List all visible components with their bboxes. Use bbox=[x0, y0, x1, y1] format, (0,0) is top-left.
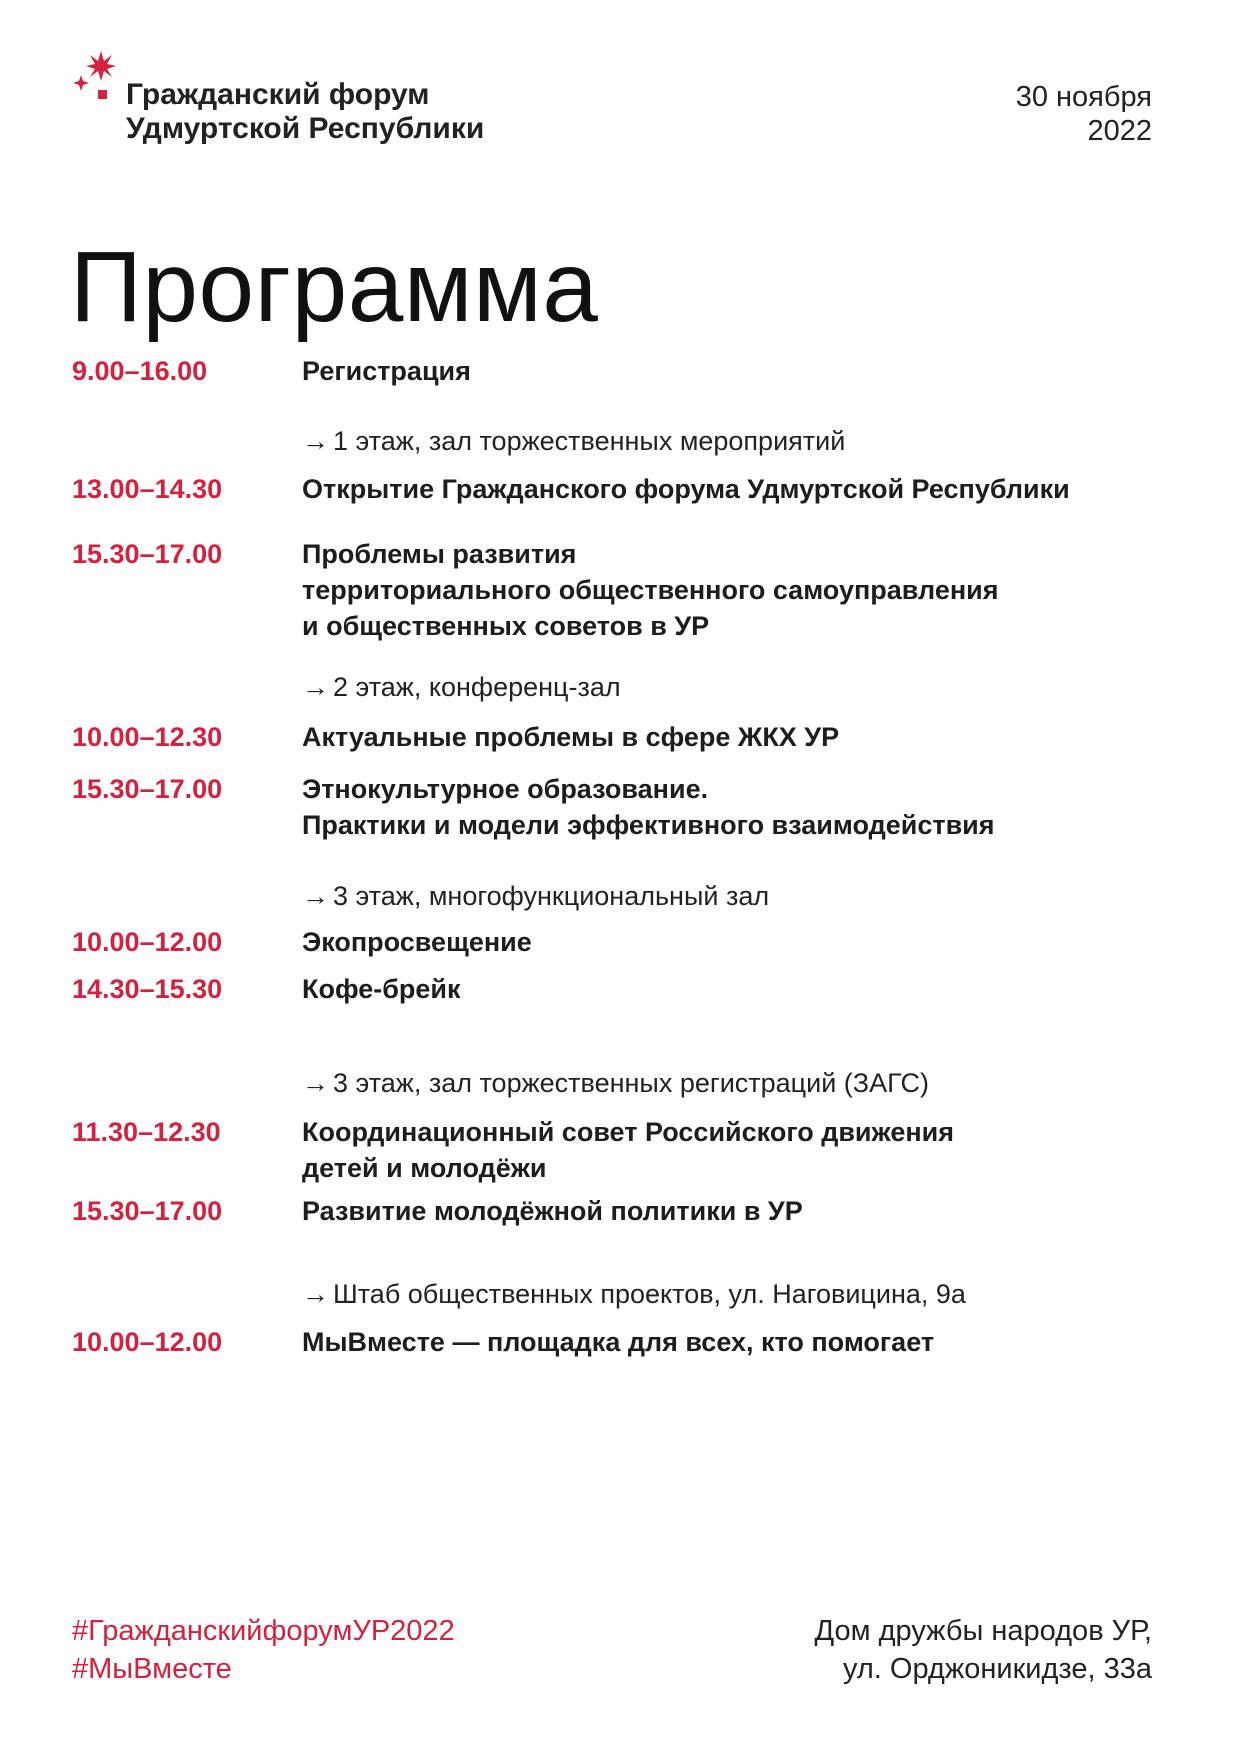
hashtags bbox=[72, 1612, 455, 1688]
schedule-item bbox=[72, 719, 1200, 755]
venue-street: ул. Орджоникидзе, 33а bbox=[843, 1653, 1152, 1685]
schedule-title: Проблемы развития территориального общественного самоуправления и общественных советов в УР bbox=[302, 539, 999, 641]
schedule-item bbox=[72, 471, 1200, 507]
schedule-time: 15.30–17.00 bbox=[72, 1196, 223, 1226]
location-label bbox=[302, 1277, 966, 1311]
schedule-title: Открытие Гражданского форума Удмуртской Республики bbox=[302, 474, 1070, 504]
location-label bbox=[302, 1066, 929, 1100]
schedule-item bbox=[72, 771, 1200, 843]
arrow-right-icon: → bbox=[302, 426, 329, 456]
schedule-time: 10.00–12.00 bbox=[72, 1327, 223, 1357]
schedule-time: 13.00–14.30 bbox=[72, 474, 223, 504]
location-label bbox=[302, 879, 769, 913]
org-name-line2: Удмуртской Республики bbox=[126, 112, 485, 145]
venue-name: Дом дружбы народов УР, bbox=[814, 1615, 1152, 1647]
schedule-title: Актуальные проблемы в сфере ЖКХ УР bbox=[302, 722, 840, 752]
schedule-item bbox=[72, 1193, 1200, 1229]
schedule-time: 14.30–15.30 bbox=[72, 974, 223, 1004]
location-text: 2 этаж, конференц-зал bbox=[333, 672, 621, 702]
schedule-item bbox=[72, 971, 1200, 1007]
schedule-title: Координационный совет Российского движения детей и молодёжи bbox=[302, 1117, 954, 1183]
schedule-item bbox=[72, 924, 1200, 960]
arrow-right-icon: → bbox=[302, 1279, 329, 1309]
event-date bbox=[1016, 80, 1152, 148]
schedule-title: Регистрация bbox=[302, 356, 471, 386]
location-text: 3 этаж, многофункциональный зал bbox=[333, 881, 770, 911]
location-text: Штаб общественных проектов, ул. Наговицина, 9а bbox=[333, 1279, 966, 1309]
schedule-item bbox=[72, 353, 1200, 389]
hashtag-forum: #ГражданскийфорумУР2022 bbox=[72, 1615, 455, 1647]
arrow-right-icon: → bbox=[302, 672, 329, 702]
forum-logo-icon bbox=[72, 50, 118, 108]
location-text: 1 этаж, зал торжественных мероприятий bbox=[333, 426, 846, 456]
date-year: 2022 bbox=[1087, 115, 1152, 147]
schedule-item bbox=[72, 1324, 1200, 1360]
schedule-title: Развитие молодёжной политики в УР bbox=[302, 1196, 803, 1226]
page-title: Программа bbox=[70, 231, 599, 343]
location-text: 3 этаж, зал торжественных регистраций (ЗАГС) bbox=[333, 1068, 930, 1098]
schedule-item bbox=[72, 1114, 1200, 1186]
org-name-line1: Гражданский форум bbox=[126, 78, 430, 111]
schedule-time: 10.00–12.30 bbox=[72, 722, 223, 752]
venue-address bbox=[815, 1612, 1153, 1688]
schedule-time: 9.00–16.00 bbox=[72, 356, 208, 386]
schedule-time: 15.30–17.00 bbox=[72, 539, 223, 569]
schedule-time: 15.30–17.00 bbox=[72, 774, 223, 804]
schedule-time: 11.30–12.30 bbox=[72, 1117, 221, 1147]
schedule-title: Кофе-брейк bbox=[302, 974, 461, 1004]
schedule-time: 10.00–12.00 bbox=[72, 927, 223, 957]
location-label bbox=[302, 424, 845, 458]
schedule-title: Этнокультурное образование. Практики и модели эффективного взаимодействия bbox=[302, 774, 995, 840]
date-day-month: 30 ноября bbox=[1015, 81, 1152, 113]
schedule-title: МыВместе — площадка для всех, кто помогает bbox=[302, 1327, 935, 1357]
hashtag-together: #МыВместе bbox=[72, 1653, 232, 1685]
schedule-item bbox=[72, 536, 1200, 644]
arrow-right-icon: → bbox=[302, 881, 329, 911]
organization-name bbox=[126, 78, 484, 146]
arrow-right-icon: → bbox=[302, 1068, 329, 1098]
schedule-title: Экопросвещение bbox=[302, 927, 532, 957]
location-label bbox=[302, 670, 621, 704]
